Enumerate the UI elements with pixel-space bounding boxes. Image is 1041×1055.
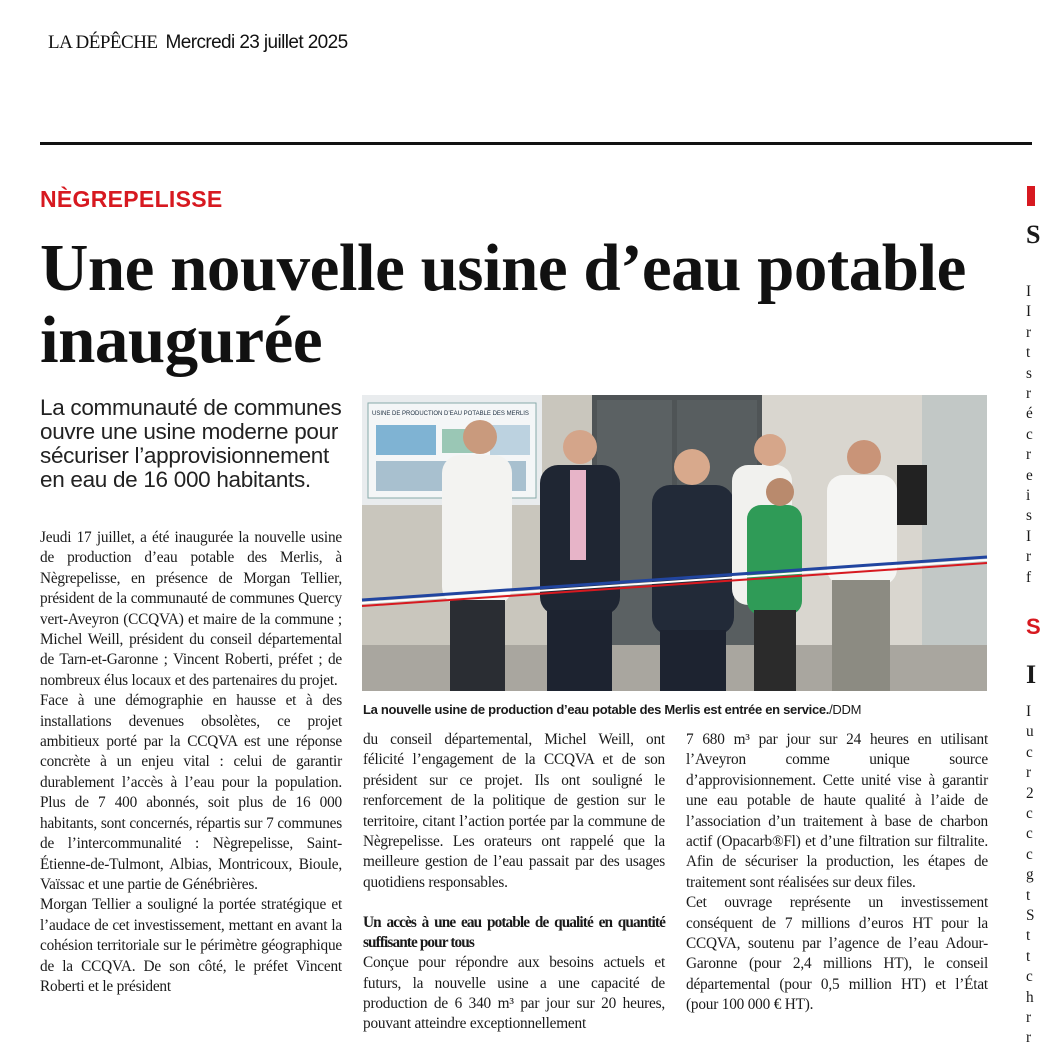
adjacent-text-fragment: r <box>1026 548 1032 566</box>
adjacent-text-fragment: f <box>1026 568 1032 586</box>
caption-text: La nouvelle usine de production d’eau potable des Merlis est entrée en service. <box>363 702 830 717</box>
adjacent-text-fragment: t <box>1026 947 1031 965</box>
adjacent-text-fragment: é <box>1026 405 1033 423</box>
article-headline: Une nouvelle usine d’eau potable inaugurée <box>40 231 966 377</box>
adjacent-text-fragment: c <box>1026 845 1033 863</box>
adjacent-text-fragment: c <box>1026 968 1033 986</box>
header-rule <box>40 142 1032 145</box>
paragraph: du conseil départemental, Michel Weill, ont félicité l’engagement de la CCQVA et de son président sur ce projet. Ils ont souligné le renforcement de la politique de gestion sur le territoire, citant l’action portée par la commune de Nègrepelisse. Les orateurs ont rappelé que la meilleure gestion de l’eau passait par des usages quotidiens responsables. <box>363 731 665 891</box>
adjacent-text-fragment: i <box>1026 487 1031 504</box>
article-lede: La communauté de communes ouvre une usine moderne pour sécuriser l’approvisionnement en eau de 16 000 habitants. <box>40 395 342 492</box>
adjacent-text-fragment: 2 <box>1026 784 1034 802</box>
adjacent-text-fragment: s <box>1026 364 1032 382</box>
adjacent-text-fragment: I <box>1026 527 1032 545</box>
article-photo <box>362 395 987 691</box>
adjacent-text-fragment: S <box>1026 907 1035 924</box>
newspaper-logo: LA DÉPÊCHE <box>48 32 158 53</box>
adjacent-text-fragment: r <box>1026 764 1032 782</box>
article-kicker: NÈGREPELISSE <box>40 186 223 212</box>
adjacent-text-fragment: I <box>1026 283 1032 300</box>
adjacent-text-fragment: r <box>1026 1009 1032 1026</box>
adjacent-text-fragment: t <box>1026 927 1031 945</box>
adjacent-text-fragment: c <box>1026 805 1033 822</box>
adjacent-kicker-fragment: S <box>1026 614 1041 639</box>
adjacent-article-clipped <box>1026 180 1041 1055</box>
adjacent-text-fragment: t <box>1026 886 1031 904</box>
adjacent-text-fragment: r <box>1026 1029 1032 1047</box>
paragraph: Morgan Tellier a souligné la portée stratégique et l’audace de cet investissement, mettant en avant la cohésion territoriale sur le périmètre géographique de la CCQVA. De son côté, le préfet Vincent Roberti et le président <box>40 896 342 995</box>
adjacent-text-fragment: I <box>1026 703 1032 720</box>
adjacent-text-fragment: e <box>1026 466 1033 484</box>
adjacent-text-fragment: g <box>1026 866 1034 884</box>
paragraph: Face à une démographie en hausse et à des installations devenues obsolètes, ce projet ambitieux porté par la CCQVA est une réponse concrète à un enjeu vital : celui de garantir durablement l’accès à l’eau pour la population. Plus de 7 400 abonnés, soit plus de 16 000 habitants, sont concernés, répartis sur 7 communes de l’intercommunalité : Nègrepelisse, Saint-Étienne-de-Tulmont, Albias, Montricoux, Bioule, Vaïssac et une partie de Génébrières. <box>40 692 342 893</box>
adjacent-text-fragment: t <box>1026 344 1031 362</box>
issue-date: Mercredi 23 juillet 2025 <box>165 32 348 53</box>
adjacent-text-fragment: h <box>1026 988 1034 1006</box>
article-column-2 <box>363 730 665 1035</box>
article-column-1 <box>40 528 342 997</box>
person <box>442 455 512 605</box>
adjacent-text-fragment: u <box>1026 723 1034 741</box>
article-column-3 <box>686 730 988 1016</box>
paragraph: Jeudi 17 juillet, a été inaugurée la nouvelle usine de production d’eau potable des Merlis, à Nègrepelisse, en présence de Morgan Tellier, président de la communauté de communes Quercy vert-Aveyron (CCQVA) et maire de la commune ; Michel Weill, président du conseil départemental de Tarn-et-Garonne ; Vincent Roberti, préfet ; de nombreux élus locaux et des partenaires du projet. <box>40 529 342 689</box>
paragraph: 7 680 m³ par jour sur 24 heures en utilisant l’Aveyron comme unique source d’approvisionnement. Cette unité vise à garantir une eau potable de haute qualité à l’aide de l’association d’un traitement à base de charbon actif (Opacarb®Fl) et d’une filtration sur filtralite. Afin de sécuriser la production, les étapes de traitement sont réalisées sur deux files. <box>686 731 988 891</box>
adjacent-headline-fragment: I <box>1026 660 1037 689</box>
adjacent-text-fragment: s <box>1026 507 1032 525</box>
photo-caption <box>363 702 1003 717</box>
adjacent-text-fragment: c <box>1026 825 1033 843</box>
adjacent-kicker-bar <box>1027 186 1035 206</box>
adjacent-headline-fragment: S <box>1026 220 1041 249</box>
paragraph: Cet ouvrage représente un investissement conséquent de 7 millions d’euros HT pour la CCQVA, soutenu par l’agence de l’eau Adour-Garonne (pour 2,4 millions HT), le conseil départemental (pour 0,5 million HT) et l’État (pour 100 000 € HT). <box>686 894 988 1014</box>
adjacent-text-fragment: c <box>1026 743 1033 761</box>
photo-credit: /DDM <box>829 702 862 717</box>
masthead <box>48 32 348 54</box>
adjacent-text-fragment: c <box>1026 425 1033 443</box>
paragraph: Conçue pour répondre aux besoins actuels et futurs, la nouvelle usine a une capacité de production de 6 340 m³ par jour sur 20 heures, pouvant atteindre exceptionnellement <box>363 954 665 1033</box>
adjacent-text-fragment: I <box>1026 303 1032 321</box>
article-subheading: Un accès à une eau potable de qualité en quantité suffisante pour tous <box>363 914 665 952</box>
adjacent-text-fragment: r <box>1026 385 1032 402</box>
adjacent-text-fragment: r <box>1026 323 1032 341</box>
ribbon-cutting-photo <box>362 395 987 691</box>
adjacent-text-fragment: r <box>1026 446 1032 464</box>
poster-title: USINE DE PRODUCTION D’EAU POTABLE DES MERLIS <box>372 411 529 417</box>
